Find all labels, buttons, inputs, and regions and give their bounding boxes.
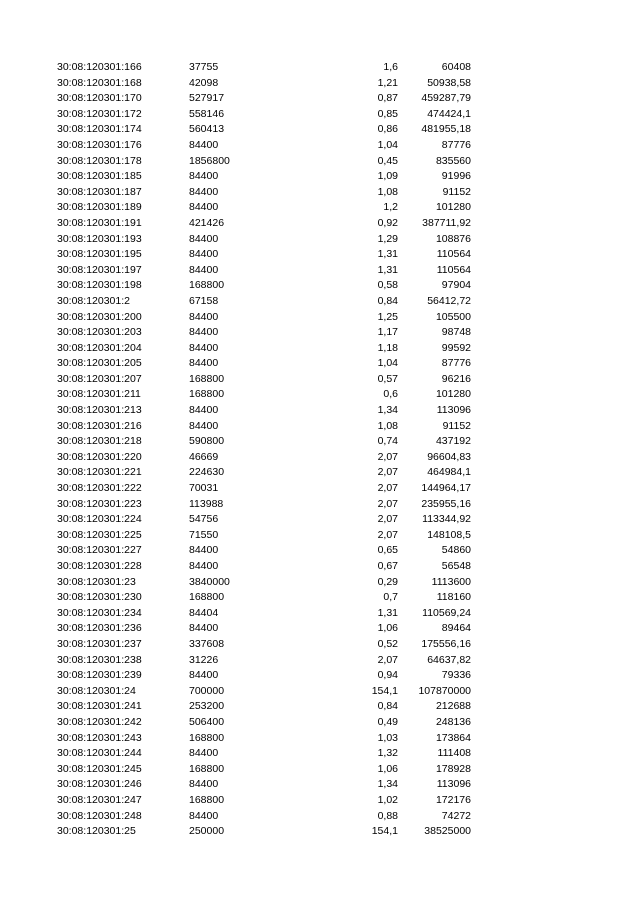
cadastral-number-cell: 30:08:120301:191 xyxy=(57,216,142,229)
rate-cell: 0,7 xyxy=(383,591,398,604)
cadastral-number-cell: 30:08:120301:172 xyxy=(57,107,142,120)
table-row xyxy=(0,403,640,419)
table-row xyxy=(0,465,640,481)
value-cell: 172176 xyxy=(435,793,471,806)
table-row xyxy=(0,341,640,357)
area-cell: 84400 xyxy=(189,357,219,370)
area-cell: 250000 xyxy=(189,825,225,838)
rate-cell: 0,87 xyxy=(377,92,398,105)
value-cell: 38525000 xyxy=(424,825,471,838)
cadastral-number-cell: 30:08:120301:24 xyxy=(57,684,136,697)
rate-cell: 1,29 xyxy=(377,232,398,245)
table-row xyxy=(0,278,640,294)
area-cell: 84400 xyxy=(189,310,219,323)
rate-cell: 0,85 xyxy=(377,107,398,120)
area-cell: 70031 xyxy=(189,482,219,495)
area-cell: 168800 xyxy=(189,388,225,401)
value-cell: 110564 xyxy=(436,248,471,261)
table-row xyxy=(0,715,640,731)
area-cell: 168800 xyxy=(189,591,225,604)
rate-cell: 0,92 xyxy=(377,216,398,229)
value-cell: 99592 xyxy=(441,341,471,354)
cadastral-number-cell: 30:08:120301:242 xyxy=(57,715,142,728)
value-cell: 79336 xyxy=(441,669,471,682)
cadastral-number-cell: 30:08:120301:225 xyxy=(57,528,142,541)
rate-cell: 0,6 xyxy=(383,388,398,401)
area-cell: 37755 xyxy=(189,61,219,73)
table-row xyxy=(0,185,640,201)
area-cell: 506400 xyxy=(189,715,225,728)
rate-cell: 1,18 xyxy=(377,341,398,354)
value-cell: 96216 xyxy=(441,372,471,385)
table-row xyxy=(0,325,640,341)
rate-cell: 1,2 xyxy=(383,201,398,214)
area-cell: 168800 xyxy=(189,279,225,292)
rate-cell: 0,94 xyxy=(377,669,398,682)
value-cell: 464984,1 xyxy=(427,466,471,479)
value-cell: 178928 xyxy=(435,762,471,775)
area-cell: 84400 xyxy=(189,622,219,635)
rate-cell: 0,65 xyxy=(377,544,398,557)
area-cell: 84404 xyxy=(189,606,219,619)
rate-cell: 2,07 xyxy=(377,450,398,463)
rate-cell: 0,29 xyxy=(377,575,398,588)
rate-cell: 1,08 xyxy=(377,185,398,198)
table-row xyxy=(0,512,640,528)
cadastral-number-cell: 30:08:120301:244 xyxy=(57,747,142,760)
rate-cell: 0,86 xyxy=(377,123,398,136)
value-cell: 212688 xyxy=(435,700,471,713)
rate-cell: 0,74 xyxy=(377,435,398,448)
rate-cell: 2,07 xyxy=(377,497,398,510)
area-cell: 560413 xyxy=(189,123,225,136)
value-cell: 89464 xyxy=(441,622,471,635)
table-row xyxy=(0,684,640,700)
value-cell: 91152 xyxy=(442,185,471,198)
table-row xyxy=(0,621,640,637)
cadastral-number-cell: 30:08:120301:236 xyxy=(57,622,142,635)
rate-cell: 1,6 xyxy=(383,61,398,73)
area-cell: 1856800 xyxy=(189,154,230,167)
cadastral-number-cell: 30:08:120301:218 xyxy=(57,435,142,448)
table-row xyxy=(0,699,640,715)
area-cell: 84400 xyxy=(189,170,219,183)
area-cell: 31226 xyxy=(189,653,219,666)
table-row xyxy=(0,356,640,372)
area-cell: 84400 xyxy=(189,248,219,261)
table-row xyxy=(0,731,640,747)
table-row xyxy=(0,200,640,216)
table-row xyxy=(0,310,640,326)
rate-cell: 1,21 xyxy=(377,76,398,89)
rate-cell: 1,34 xyxy=(377,778,398,791)
rate-cell: 1,31 xyxy=(377,263,398,276)
value-cell: 91996 xyxy=(441,170,471,183)
value-cell: 1113600 xyxy=(431,575,471,588)
cadastral-number-cell: 30:08:120301:195 xyxy=(57,248,142,261)
cadastral-number-cell: 30:08:120301:174 xyxy=(57,123,142,136)
table-row xyxy=(0,481,640,497)
area-cell: 46669 xyxy=(189,450,219,463)
cadastral-number-cell: 30:08:120301:166 xyxy=(57,61,142,73)
cadastral-number-cell: 30:08:120301:207 xyxy=(57,372,142,385)
cadastral-number-cell: 30:08:120301:176 xyxy=(57,138,142,151)
rate-cell: 154,1 xyxy=(371,825,398,838)
rate-cell: 1,25 xyxy=(377,310,398,323)
table-row xyxy=(0,60,640,76)
cadastral-number-cell: 30:08:120301:203 xyxy=(57,326,142,339)
area-cell: 337608 xyxy=(189,637,225,650)
cadastral-number-cell: 30:08:120301:205 xyxy=(57,357,142,370)
rate-cell: 0,52 xyxy=(377,637,398,650)
table-row xyxy=(0,247,640,263)
value-cell: 481955,18 xyxy=(421,123,471,136)
table-row xyxy=(0,76,640,92)
area-cell: 168800 xyxy=(189,762,225,775)
cadastral-number-cell: 30:08:120301:238 xyxy=(57,653,142,666)
rate-cell: 2,07 xyxy=(377,653,398,666)
rate-cell: 1,31 xyxy=(377,248,398,261)
rate-cell: 2,07 xyxy=(377,482,398,495)
cadastral-number-cell: 30:08:120301:25 xyxy=(57,825,136,838)
cadastral-number-cell: 30:08:120301:213 xyxy=(57,404,142,417)
cadastral-number-cell: 30:08:120301:2 xyxy=(57,294,130,307)
area-cell: 71550 xyxy=(189,528,219,541)
rate-cell: 0,84 xyxy=(377,294,398,307)
rate-cell: 1,17 xyxy=(377,326,398,339)
area-cell: 84400 xyxy=(189,560,219,572)
table-row xyxy=(0,543,640,559)
cadastral-number-cell: 30:08:120301:224 xyxy=(57,513,142,526)
cadastral-number-cell: 30:08:120301:247 xyxy=(57,793,142,806)
value-cell: 60408 xyxy=(441,61,471,73)
cadastral-number-cell: 30:08:120301:185 xyxy=(57,170,142,183)
cadastral-number-cell: 30:08:120301:243 xyxy=(57,731,142,744)
area-cell: 590800 xyxy=(189,435,225,448)
rate-cell: 1,06 xyxy=(377,622,398,635)
value-cell: 74272 xyxy=(441,809,471,822)
value-cell: 110564 xyxy=(436,263,471,276)
area-cell: 67158 xyxy=(189,294,219,307)
value-cell: 113096 xyxy=(436,404,471,417)
area-cell: 84400 xyxy=(189,669,219,682)
cadastral-number-cell: 30:08:120301:178 xyxy=(57,154,142,167)
value-cell: 56412,72 xyxy=(427,294,471,307)
value-cell: 97904 xyxy=(441,279,471,292)
table-row xyxy=(0,387,640,403)
rate-cell: 0,45 xyxy=(377,154,398,167)
area-cell: 84400 xyxy=(189,326,219,339)
table-row xyxy=(0,497,640,513)
value-cell: 118160 xyxy=(436,591,471,604)
table-row xyxy=(0,154,640,170)
data-table xyxy=(0,60,640,840)
value-cell: 110569,24 xyxy=(422,606,471,619)
rate-cell: 1,32 xyxy=(377,747,398,760)
value-cell: 474424,1 xyxy=(427,107,471,120)
value-cell: 98748 xyxy=(441,326,471,339)
value-cell: 387711,92 xyxy=(422,216,471,229)
cadastral-number-cell: 30:08:120301:23 xyxy=(57,575,136,588)
area-cell: 84400 xyxy=(189,232,219,245)
table-row xyxy=(0,559,640,575)
cadastral-number-cell: 30:08:120301:234 xyxy=(57,606,142,619)
area-cell: 84400 xyxy=(189,201,219,214)
value-cell: 108876 xyxy=(435,232,471,245)
table-row xyxy=(0,294,640,310)
value-cell: 87776 xyxy=(441,357,471,370)
value-cell: 173864 xyxy=(435,731,471,744)
rate-cell: 1,04 xyxy=(377,357,398,370)
rate-cell: 0,67 xyxy=(377,560,398,572)
rate-cell: 0,88 xyxy=(377,809,398,822)
cadastral-number-cell: 30:08:120301:204 xyxy=(57,341,142,354)
rate-cell: 0,49 xyxy=(377,715,398,728)
value-cell: 101280 xyxy=(435,388,471,401)
area-cell: 700000 xyxy=(189,684,225,697)
value-cell: 235955,16 xyxy=(421,497,471,510)
table-row xyxy=(0,232,640,248)
area-cell: 168800 xyxy=(189,793,225,806)
cadastral-number-cell: 30:08:120301:239 xyxy=(57,669,142,682)
value-cell: 105500 xyxy=(435,310,471,323)
cadastral-number-cell: 30:08:120301:245 xyxy=(57,762,142,775)
value-cell: 111408 xyxy=(437,747,471,760)
rate-cell: 1,06 xyxy=(377,762,398,775)
value-cell: 64637,82 xyxy=(427,653,471,666)
table-row xyxy=(0,777,640,793)
cadastral-number-cell: 30:08:120301:246 xyxy=(57,778,142,791)
rate-cell: 154,1 xyxy=(371,684,398,697)
area-cell: 84400 xyxy=(189,341,219,354)
area-cell: 84400 xyxy=(189,263,219,276)
table-row xyxy=(0,668,640,684)
cadastral-number-cell: 30:08:120301:223 xyxy=(57,497,142,510)
table-row xyxy=(0,216,640,232)
rate-cell: 0,58 xyxy=(377,279,398,292)
cadastral-number-cell: 30:08:120301:237 xyxy=(57,637,142,650)
value-cell: 113344,92 xyxy=(422,513,471,526)
rate-cell: 1,31 xyxy=(377,606,398,619)
rate-cell: 1,03 xyxy=(377,731,398,744)
value-cell: 50938,58 xyxy=(427,76,471,89)
cadastral-number-cell: 30:08:120301:228 xyxy=(57,560,142,572)
area-cell: 421426 xyxy=(189,216,225,229)
cadastral-number-cell: 30:08:120301:216 xyxy=(57,419,142,432)
value-cell: 56548 xyxy=(441,560,471,572)
cadastral-number-cell: 30:08:120301:230 xyxy=(57,591,142,604)
table-row xyxy=(0,746,640,762)
rate-cell: 2,07 xyxy=(377,513,398,526)
cadastral-number-cell: 30:08:120301:197 xyxy=(57,263,142,276)
table-row xyxy=(0,637,640,653)
table-row xyxy=(0,107,640,123)
area-cell: 84400 xyxy=(189,138,219,151)
rate-cell: 1,02 xyxy=(377,793,398,806)
cadastral-number-cell: 30:08:120301:221 xyxy=(57,466,142,479)
table-row xyxy=(0,824,640,840)
cadastral-number-cell: 30:08:120301:211 xyxy=(57,388,141,401)
value-cell: 107870000 xyxy=(418,684,471,697)
cadastral-number-cell: 30:08:120301:222 xyxy=(57,482,142,495)
cadastral-number-cell: 30:08:120301:220 xyxy=(57,450,142,463)
area-cell: 527917 xyxy=(189,92,225,105)
area-cell: 168800 xyxy=(189,731,225,744)
cadastral-number-cell: 30:08:120301:198 xyxy=(57,279,142,292)
value-cell: 835560 xyxy=(435,154,471,167)
value-cell: 96604,83 xyxy=(427,450,471,463)
table-row xyxy=(0,434,640,450)
cadastral-number-cell: 30:08:120301:193 xyxy=(57,232,142,245)
area-cell: 84400 xyxy=(189,747,219,760)
value-cell: 175556,16 xyxy=(421,637,471,650)
cadastral-number-cell: 30:08:120301:200 xyxy=(57,310,142,323)
rate-cell: 0,84 xyxy=(377,700,398,713)
table-row xyxy=(0,793,640,809)
cadastral-number-cell: 30:08:120301:241 xyxy=(57,700,142,713)
area-cell: 168800 xyxy=(189,372,225,385)
table-row xyxy=(0,606,640,622)
table-row xyxy=(0,91,640,107)
cadastral-number-cell: 30:08:120301:248 xyxy=(57,809,142,822)
table-row xyxy=(0,122,640,138)
table-row xyxy=(0,138,640,154)
table-row xyxy=(0,419,640,435)
area-cell: 42098 xyxy=(189,76,219,89)
cadastral-number-cell: 30:08:120301:170 xyxy=(57,92,142,105)
rate-cell: 1,04 xyxy=(377,138,398,151)
area-cell: 84400 xyxy=(189,185,219,198)
rate-cell: 0,57 xyxy=(377,372,398,385)
table-row xyxy=(0,590,640,606)
rate-cell: 2,07 xyxy=(377,528,398,541)
value-cell: 248136 xyxy=(435,715,471,728)
area-cell: 84400 xyxy=(189,544,219,557)
table-row xyxy=(0,450,640,466)
cadastral-number-cell: 30:08:120301:168 xyxy=(57,76,142,89)
rate-cell: 1,34 xyxy=(377,404,398,417)
value-cell: 101280 xyxy=(435,201,471,214)
area-cell: 558146 xyxy=(189,107,225,120)
table-row xyxy=(0,169,640,185)
value-cell: 437192 xyxy=(435,435,471,448)
table-row xyxy=(0,809,640,825)
area-cell: 54756 xyxy=(189,513,219,526)
cadastral-number-cell: 30:08:120301:187 xyxy=(57,185,142,198)
table-row xyxy=(0,653,640,669)
area-cell: 3840000 xyxy=(189,575,230,588)
table-row xyxy=(0,263,640,279)
value-cell: 459287,79 xyxy=(421,92,471,105)
table-row xyxy=(0,762,640,778)
area-cell: 84400 xyxy=(189,778,219,791)
value-cell: 144964,17 xyxy=(421,482,471,495)
value-cell: 54860 xyxy=(441,544,471,557)
value-cell: 113096 xyxy=(436,778,471,791)
rate-cell: 1,08 xyxy=(377,419,398,432)
area-cell: 84400 xyxy=(189,419,219,432)
area-cell: 84400 xyxy=(189,404,219,417)
rate-cell: 2,07 xyxy=(377,466,398,479)
table-row xyxy=(0,575,640,591)
cadastral-number-cell: 30:08:120301:227 xyxy=(57,544,142,557)
rate-cell: 1,09 xyxy=(377,170,398,183)
cadastral-number-cell: 30:08:120301:189 xyxy=(57,201,142,214)
area-cell: 253200 xyxy=(189,700,225,713)
area-cell: 224630 xyxy=(189,466,225,479)
table-row xyxy=(0,372,640,388)
area-cell: 113988 xyxy=(189,497,224,510)
value-cell: 91152 xyxy=(442,419,471,432)
table-row xyxy=(0,528,640,544)
value-cell: 87776 xyxy=(441,138,471,151)
value-cell: 148108,5 xyxy=(427,528,471,541)
area-cell: 84400 xyxy=(189,809,219,822)
